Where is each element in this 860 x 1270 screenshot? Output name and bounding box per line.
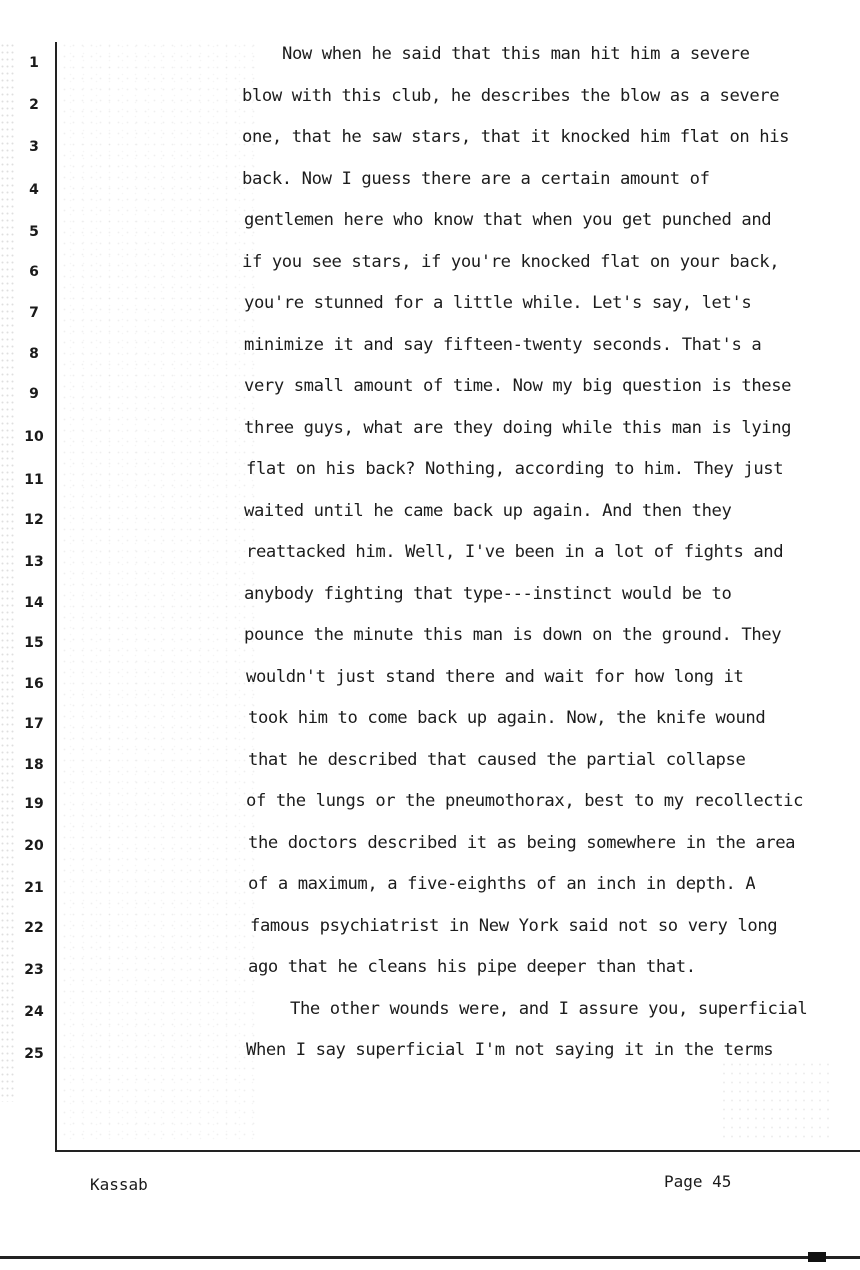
footer-mark bbox=[808, 1252, 826, 1262]
footer-rule bbox=[0, 1256, 860, 1259]
transcript-line: back. Now I guess there are a certain amount of bbox=[242, 169, 710, 189]
line-number: 3 bbox=[29, 139, 39, 155]
line-number: 20 bbox=[24, 838, 44, 854]
line-number: 9 bbox=[29, 386, 39, 402]
transcript-line: famous psychiatrist in New York said not so very long bbox=[250, 916, 778, 936]
transcript-line: reattacked him. Well, I've been in a lot of fights and bbox=[246, 542, 784, 562]
line-number: 21 bbox=[24, 880, 44, 896]
line-number: 15 bbox=[24, 635, 44, 651]
line-number: 6 bbox=[29, 264, 39, 280]
transcript-line: three guys, what are they doing while this man is lying bbox=[244, 418, 792, 438]
left-margin-rule bbox=[55, 42, 57, 1150]
line-number: 25 bbox=[24, 1046, 44, 1062]
transcript-line: gentlemen here who know that when you get punched and bbox=[244, 210, 772, 230]
line-number: 7 bbox=[29, 305, 39, 321]
transcript-line: blow with this club, he describes the blow as a severe bbox=[242, 86, 780, 106]
transcript-line: you're stunned for a little while. Let's say, let's bbox=[244, 293, 752, 313]
footer-name: Kassab bbox=[90, 1175, 148, 1194]
line-number: 19 bbox=[24, 796, 44, 812]
bottom-margin-rule bbox=[55, 1150, 860, 1152]
line-number: 17 bbox=[24, 716, 44, 732]
transcript-line: waited until he came back up again. And then they bbox=[244, 501, 732, 521]
scan-edge-noise bbox=[0, 42, 14, 1102]
transcript-line: wouldn't just stand there and wait for how long it bbox=[246, 667, 744, 687]
line-number: 23 bbox=[24, 962, 44, 978]
transcript-line: minimize it and say fifteen-twenty seconds. That's a bbox=[244, 335, 762, 355]
transcript-line: one, that he saw stars, that it knocked him flat on his bbox=[242, 127, 790, 147]
line-number: 1 bbox=[29, 55, 39, 71]
line-number: 22 bbox=[24, 920, 44, 936]
transcript-line: the doctors described it as being somewhere in the area bbox=[248, 833, 796, 853]
transcript-line: Now when he said that this man hit him a severe bbox=[282, 44, 750, 64]
line-number: 4 bbox=[29, 182, 39, 198]
transcript-line: flat on his back? Nothing, according to him. They just bbox=[246, 459, 784, 479]
transcript-line: The other wounds were, and I assure you, superficial bbox=[290, 999, 808, 1019]
line-number: 8 bbox=[29, 346, 39, 362]
transcript-line: that he described that caused the partial collapse bbox=[248, 750, 746, 770]
transcript-line: pounce the minute this man is down on the ground. They bbox=[244, 625, 782, 645]
line-number: 13 bbox=[24, 554, 44, 570]
transcript-line: if you see stars, if you're knocked flat on your back, bbox=[242, 252, 780, 272]
transcript-line: very small amount of time. Now my big question is these bbox=[244, 376, 792, 396]
line-number: 2 bbox=[29, 97, 39, 113]
line-number: 18 bbox=[24, 757, 44, 773]
transcript-line: When I say superficial I'm not saying it in the terms bbox=[246, 1040, 774, 1060]
transcript-line: anybody fighting that type---instinct would be to bbox=[244, 584, 732, 604]
line-number: 24 bbox=[24, 1004, 44, 1020]
line-number: 10 bbox=[24, 429, 44, 445]
line-number: 14 bbox=[24, 595, 44, 611]
transcript-line: of the lungs or the pneumothorax, best to my recollectic bbox=[246, 791, 804, 811]
corner-speckle bbox=[720, 1060, 830, 1140]
line-number: 16 bbox=[24, 676, 44, 692]
line-number: 5 bbox=[29, 224, 39, 240]
footer-page-number: Page 45 bbox=[664, 1172, 732, 1191]
margin-speckle bbox=[60, 40, 260, 1140]
transcript-line: took him to come back up again. Now, the knife wound bbox=[248, 708, 766, 728]
line-number: 11 bbox=[24, 472, 44, 488]
line-number: 12 bbox=[24, 512, 44, 528]
transcript-line: of a maximum, a five-eighths of an inch in depth. A bbox=[248, 874, 756, 894]
transcript-line: ago that he cleans his pipe deeper than that. bbox=[248, 957, 696, 977]
